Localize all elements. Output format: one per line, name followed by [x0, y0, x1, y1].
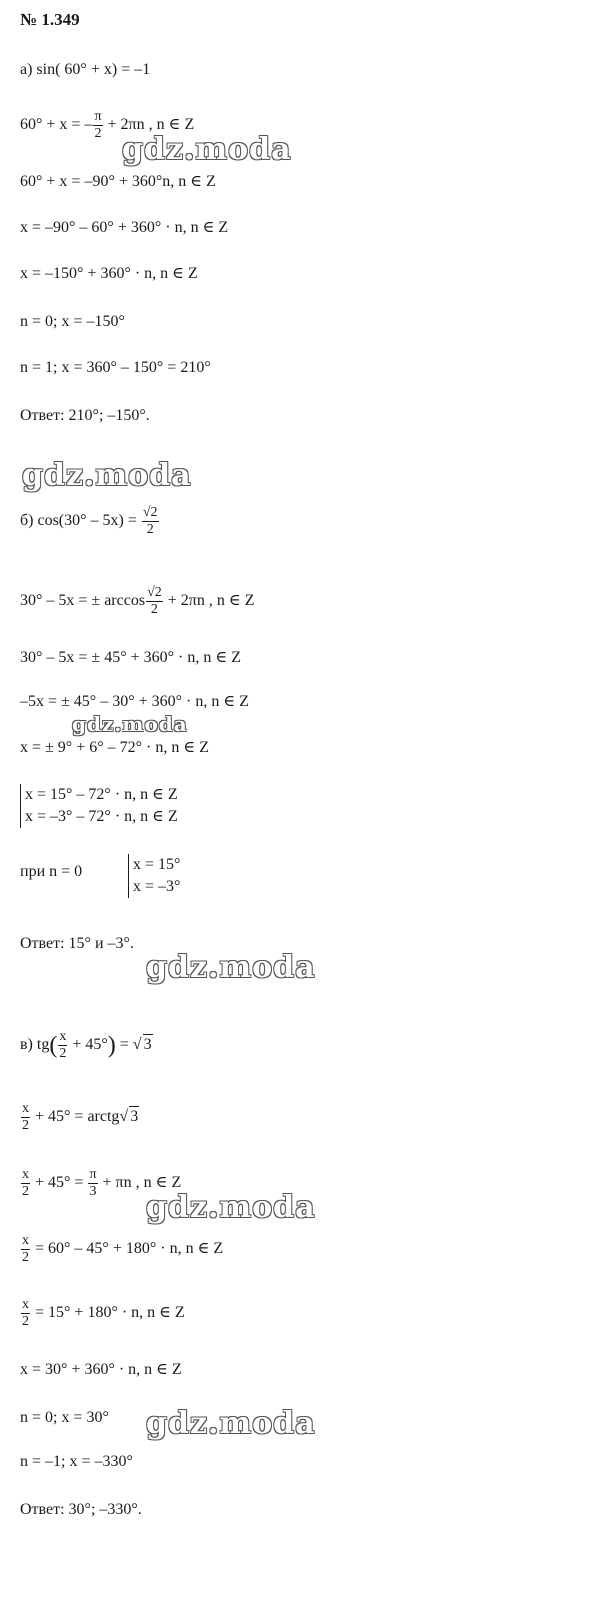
denominator: 2 [59, 1046, 67, 1061]
system-row: x = 15° – 72° · n, n ∈ Z [25, 786, 178, 803]
denominator: 2 [146, 522, 154, 537]
denominator: 2 [22, 1250, 29, 1265]
denominator: 2 [22, 1314, 29, 1329]
watermark: gdz.moda [22, 458, 192, 493]
system-row: x = –3° [133, 878, 181, 895]
numerator: √2 [147, 585, 162, 600]
fraction [21, 1102, 30, 1133]
system-row: x = 15° [133, 856, 181, 873]
part-a-line-3: x = –90° – 60° + 360° · n, n ∈ Z [20, 219, 229, 236]
part-b-line-4: x = ± 9° + 6° – 72° · n, n ∈ Z [20, 739, 209, 756]
denominator: 2 [22, 1118, 29, 1133]
part-a-line-2: 60° + x = –90° + 360°n, n ∈ Z [20, 173, 216, 190]
fraction [93, 110, 102, 141]
denominator: 2 [94, 126, 102, 141]
part-a-answer: Ответ: 210°; –150°. [20, 407, 150, 424]
left-paren: ( [49, 1032, 58, 1059]
part-c-line-6: n = 0; x = 30° [20, 1409, 109, 1426]
part-c-line-1 [20, 1102, 139, 1133]
watermark: gdz.moda [146, 1406, 316, 1441]
system-row: x = –3° – 72° · n, n ∈ Z [25, 808, 178, 825]
part-b-at-n0: при n = 0 [20, 863, 83, 880]
part-b-answer: Ответ: 15° и –3°. [20, 935, 134, 952]
watermark: gdz.moda [146, 950, 316, 985]
solution-set-bracket [128, 854, 180, 898]
fraction [21, 1298, 30, 1329]
part-a-line-4: x = –150° + 360° · n, n ∈ Z [20, 265, 198, 282]
part-c-task-suffix: = [115, 1036, 133, 1054]
numerator: x [22, 1101, 29, 1116]
part-a-line-5: n = 0; x = –150° [20, 313, 125, 330]
watermark: gdz.moda [122, 132, 292, 167]
radical-sign: √ [132, 1036, 142, 1054]
right-paren: ) [107, 1032, 116, 1059]
watermark: gdz.moda [146, 1190, 316, 1225]
part-b-task [20, 506, 160, 537]
fraction [142, 506, 159, 537]
fraction [21, 1168, 30, 1199]
part-c-answer: Ответ: 30°; –330°. [20, 1501, 142, 1518]
part-a-line-1-prefix: 60° + x = – [20, 116, 93, 134]
part-c-task-prefix: в) tg [20, 1036, 50, 1054]
part-c-task [20, 1030, 153, 1061]
denominator: 2 [150, 602, 158, 617]
fraction [58, 1030, 67, 1061]
part-b-line-1-prefix: 30° – 5x = ± arccos [20, 592, 146, 610]
part-a-line-6: n = 1; x = 360° – 150° = 210° [20, 359, 211, 376]
part-c-line-7: n = –1; x = –330° [20, 1453, 133, 1470]
part-c-line-2-suffix: + πn , n ∈ Z [98, 1174, 182, 1192]
fraction [88, 1168, 97, 1199]
part-c-line-3 [20, 1234, 223, 1265]
part-c-line-3-suffix: = 60° – 45° + 180° · n, n ∈ Z [31, 1240, 224, 1258]
numerator: √2 [142, 505, 158, 520]
denominator: 3 [89, 1184, 97, 1199]
numerator: π [89, 1167, 97, 1182]
problem-number: № 1.349 [20, 10, 80, 29]
numerator: x [22, 1297, 29, 1312]
radicand: 3 [130, 1108, 139, 1126]
radicand: 3 [143, 1036, 152, 1054]
part-b-line-1 [20, 586, 254, 617]
solution-set-bracket [20, 784, 178, 828]
numerator: x [22, 1233, 29, 1248]
part-b-system-1 [20, 784, 178, 828]
part-a-line-1-suffix: + 2πn , n ∈ Z [103, 116, 195, 134]
part-c-line-1-suffix: + 45° = arctg [31, 1108, 120, 1126]
part-b-line-1-suffix: + 2πn , n ∈ Z [163, 592, 255, 610]
part-b-task-prefix: б) cos(30° – 5x) = [20, 512, 141, 530]
part-c-line-4-suffix: = 15° + 180° · n, n ∈ Z [31, 1304, 185, 1322]
radical-sign: √ [119, 1108, 129, 1126]
fraction [146, 586, 163, 617]
numerator: π [94, 109, 102, 124]
part-b-line-2: 30° – 5x = ± 45° + 360° · n, n ∈ Z [20, 649, 241, 666]
denominator: 2 [22, 1184, 29, 1199]
part-c-task-middle: + 45° [68, 1036, 108, 1054]
part-c-line-2-middle: + 45° = [31, 1174, 88, 1192]
part-c-line-4 [20, 1298, 185, 1329]
numerator: x [59, 1029, 67, 1044]
watermark: gdz.moda [72, 712, 188, 736]
fraction [21, 1234, 30, 1265]
numerator: x [22, 1167, 29, 1182]
part-a-task: а) sin( 60° + x) = –1 [20, 61, 151, 78]
part-c-line-5: x = 30° + 360° · n, n ∈ Z [20, 1361, 182, 1378]
part-b-line-3: –5x = ± 45° – 30° + 360° · n, n ∈ Z [20, 693, 249, 710]
part-b-system-2 [128, 854, 180, 898]
